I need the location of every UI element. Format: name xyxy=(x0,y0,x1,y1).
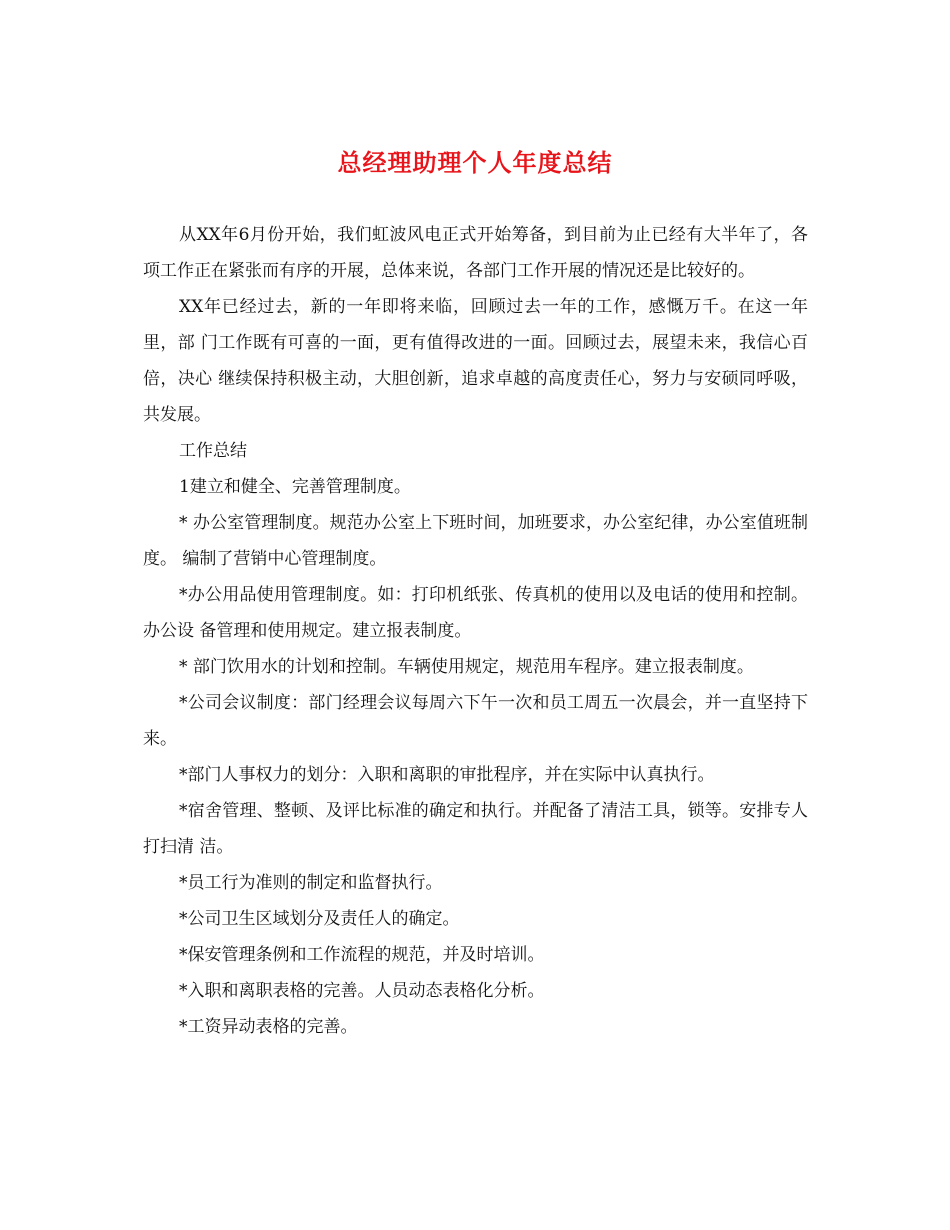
document-title: 总经理助理个人年度总结 xyxy=(337,148,613,177)
section-heading-work-summary: 工作总结 xyxy=(179,441,247,461)
list-item-drinking-water: * 部门饮用水的计划和控制。车辆使用规定，规范用车程序。建立报表制度。 xyxy=(179,657,754,677)
list-item-personnel-authority: *部门人事权力的划分：入职和离职的审批程序，并在实际中认真执行。 xyxy=(179,765,715,785)
list-item-meetings: *公司会议制度：部门经理会议每周六下午一次和员工周五一次晨会，并一直坚持下来。 xyxy=(143,693,808,749)
paragraph-intro: 从XX年6月份开始，我们虹波风电正式开始筹备，到目前为止已经有大半年了，各项工作正在紧张而有序的开展，总体来说，各部门工作开展的情况还是比较好的。 xyxy=(143,225,808,281)
list-item-office-supplies: *办公用品使用管理制度。如：打印机纸张、传真机的使用以及电话的使用和控制。办公设 备管理和使用规定。建立报表制度。 xyxy=(143,585,808,641)
list-item-salary-forms: *工资异动表格的完善。 xyxy=(179,1017,358,1037)
list-item-office-rules: * 办公室管理制度。规范办公室上下班时间，加班要求，办公室纪律，办公室值班制度。 编制了营销中心管理制度。 xyxy=(143,513,808,569)
list-item-hr-forms: *入职和离职表格的完善。人员动态表格化分析。 xyxy=(179,981,545,1001)
document-body xyxy=(143,217,808,1045)
list-item-sanitation-areas: *公司卫生区域划分及责任人的确定。 xyxy=(179,909,460,929)
list-item-code-of-conduct: *员工行为准则的制定和监督执行。 xyxy=(179,873,443,893)
list-item-security-rules: *保安管理条例和工作流程的规范，并及时培训。 xyxy=(179,945,545,965)
list-item-dormitory: *宿舍管理、整顿、及评比标准的确定和执行。并配备了清洁工具，锁等。安排专人打扫清 洁。 xyxy=(143,801,808,857)
paragraph-review: XX年已经过去，新的一年即将来临，回顾过去一年的工作，感慨万千。在这一年里，部 门工作既有可喜的一面，更有值得改进的一面。回顾过去，展望未来，我信心百倍，决心 继续保持积极主动，大胆创新，追求卓越的高度责任心，努力与安硕同呼吸，共发展。 xyxy=(143,297,808,425)
list-item-management-system: 1建立和健全、完善管理制度。 xyxy=(179,477,411,497)
